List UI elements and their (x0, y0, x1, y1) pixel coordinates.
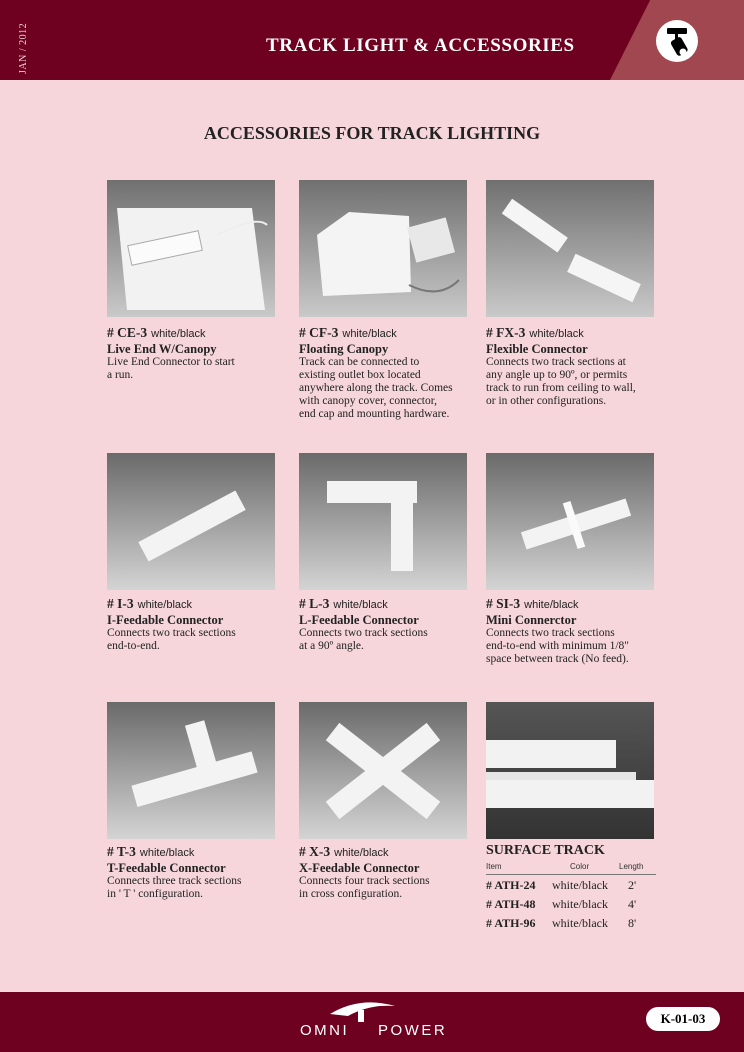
product-color: white/black (151, 328, 206, 340)
row-length: 8' (628, 916, 637, 930)
product-photo-i3 (107, 453, 275, 590)
row-length: 4' (628, 897, 637, 911)
brand-word-power: POWER (378, 1022, 448, 1039)
product-desc-line: any angle up to 90º, or permits (486, 369, 628, 381)
product-desc-line: a run. (107, 369, 134, 381)
column-length: Length (619, 862, 644, 871)
product-color: white/black (529, 328, 584, 340)
row-color: white/black (552, 897, 608, 911)
product-code: # CE-3 (107, 325, 148, 340)
product-name: L-Feedable Connector (299, 613, 419, 627)
product-color: white/black (139, 847, 195, 859)
product-l3 (299, 597, 469, 653)
product-photo-x3 (299, 702, 467, 839)
product-code: # T-3 (107, 844, 136, 859)
product-fx3 (486, 326, 656, 408)
product-desc-line: Connects four track sections (299, 875, 430, 887)
product-desc-line: end-to-end with minimum 1/8" (486, 640, 629, 652)
surface-track-title: SURFACE TRACK (486, 843, 605, 858)
product-desc-line: existing outlet box located (299, 369, 421, 381)
surface-track-row (486, 894, 656, 913)
product-photo-cf3 (299, 180, 467, 317)
page-title: TRACK LIGHT & ACCESSORIES (266, 35, 575, 56)
row-length: 2' (628, 878, 637, 892)
row-item: # ATH-24 (486, 878, 536, 892)
product-desc-line: end cap and mounting hardware. (299, 408, 450, 420)
product-photo-ce3 (107, 180, 275, 317)
column-item: Item (486, 862, 502, 871)
omni-power-logo (300, 1000, 450, 1046)
product-name: T-Feedable Connector (107, 861, 226, 875)
product-desc-line: space between track (No feed). (486, 653, 629, 665)
product-color: white/black (524, 599, 579, 611)
product-cf3 (299, 326, 469, 421)
product-desc-line: in ' T ' configuration. (107, 888, 204, 900)
product-name: X-Feedable Connector (299, 861, 420, 875)
row-item: # ATH-48 (486, 897, 536, 911)
product-photo-surface-track (486, 702, 654, 839)
product-desc-line: anywhere along the track. Comes (299, 382, 453, 394)
track-light-icon (656, 20, 698, 62)
surface-track-row (486, 875, 656, 894)
product-code: # FX-3 (486, 325, 526, 340)
column-color: Color (570, 862, 590, 871)
product-code: # L-3 (299, 596, 330, 611)
row-color: white/black (552, 878, 608, 892)
product-x3 (299, 845, 469, 901)
product-desc-line: Connects two track sections (486, 627, 615, 639)
product-desc-line: Live End Connector to start (107, 356, 235, 368)
product-desc-line: in cross configuration. (299, 888, 403, 900)
product-desc-line: Connects two track sections (107, 627, 236, 639)
product-ce3 (107, 326, 277, 382)
product-name: Floating Canopy (299, 342, 389, 356)
product-name: I-Feedable Connector (107, 613, 224, 627)
product-desc-line: Connects two track sections (299, 627, 428, 639)
brand-mark-icon (300, 1000, 450, 1022)
product-desc-line: Track can be connected to (299, 356, 420, 368)
section-title: ACCESSORIES FOR TRACK LIGHTING (203, 123, 541, 143)
product-desc-line: end-to-end. (107, 640, 160, 652)
issue-date: JAN / 2012 (18, 22, 29, 74)
product-desc-line: at a 90º angle. (299, 640, 364, 652)
surface-track-table (486, 843, 656, 932)
product-code: # CF-3 (299, 325, 339, 340)
product-desc-line: Connects two track sections at (486, 356, 626, 368)
product-code: # X-3 (299, 844, 331, 859)
product-photo-si3 (486, 453, 654, 590)
product-t3 (107, 845, 277, 901)
product-color: white/black (342, 328, 397, 340)
product-si3 (486, 597, 656, 666)
surface-track-header (486, 862, 656, 875)
product-photo-fx3 (486, 180, 654, 317)
product-i3 (107, 597, 277, 653)
row-color: white/black (552, 916, 608, 930)
product-photo-t3 (107, 702, 275, 839)
product-color: white/black (334, 847, 389, 859)
product-name: Flexible Connector (486, 342, 588, 356)
product-name: Live End W/Canopy (107, 342, 217, 356)
product-desc-line: with canopy cover, connector, (299, 395, 437, 407)
product-desc-line: track to run from ceiling to wall, (486, 382, 636, 394)
brand-word-omni: OMNI (300, 1022, 350, 1039)
product-desc-line: or in other configurations. (486, 395, 607, 407)
row-item: # ATH-96 (486, 916, 536, 930)
product-name: Mini Connerctor (486, 613, 577, 627)
product-photo-l3 (299, 453, 467, 590)
page-number-badge: K-01-03 (646, 1007, 720, 1031)
header-banner (0, 0, 744, 80)
product-desc-line: Connects three track sections (107, 875, 242, 887)
product-code: # SI-3 (486, 596, 521, 611)
product-color: white/black (137, 599, 193, 611)
product-code: # I-3 (107, 596, 134, 611)
product-color: white/black (333, 599, 388, 611)
surface-track-row (486, 913, 656, 932)
